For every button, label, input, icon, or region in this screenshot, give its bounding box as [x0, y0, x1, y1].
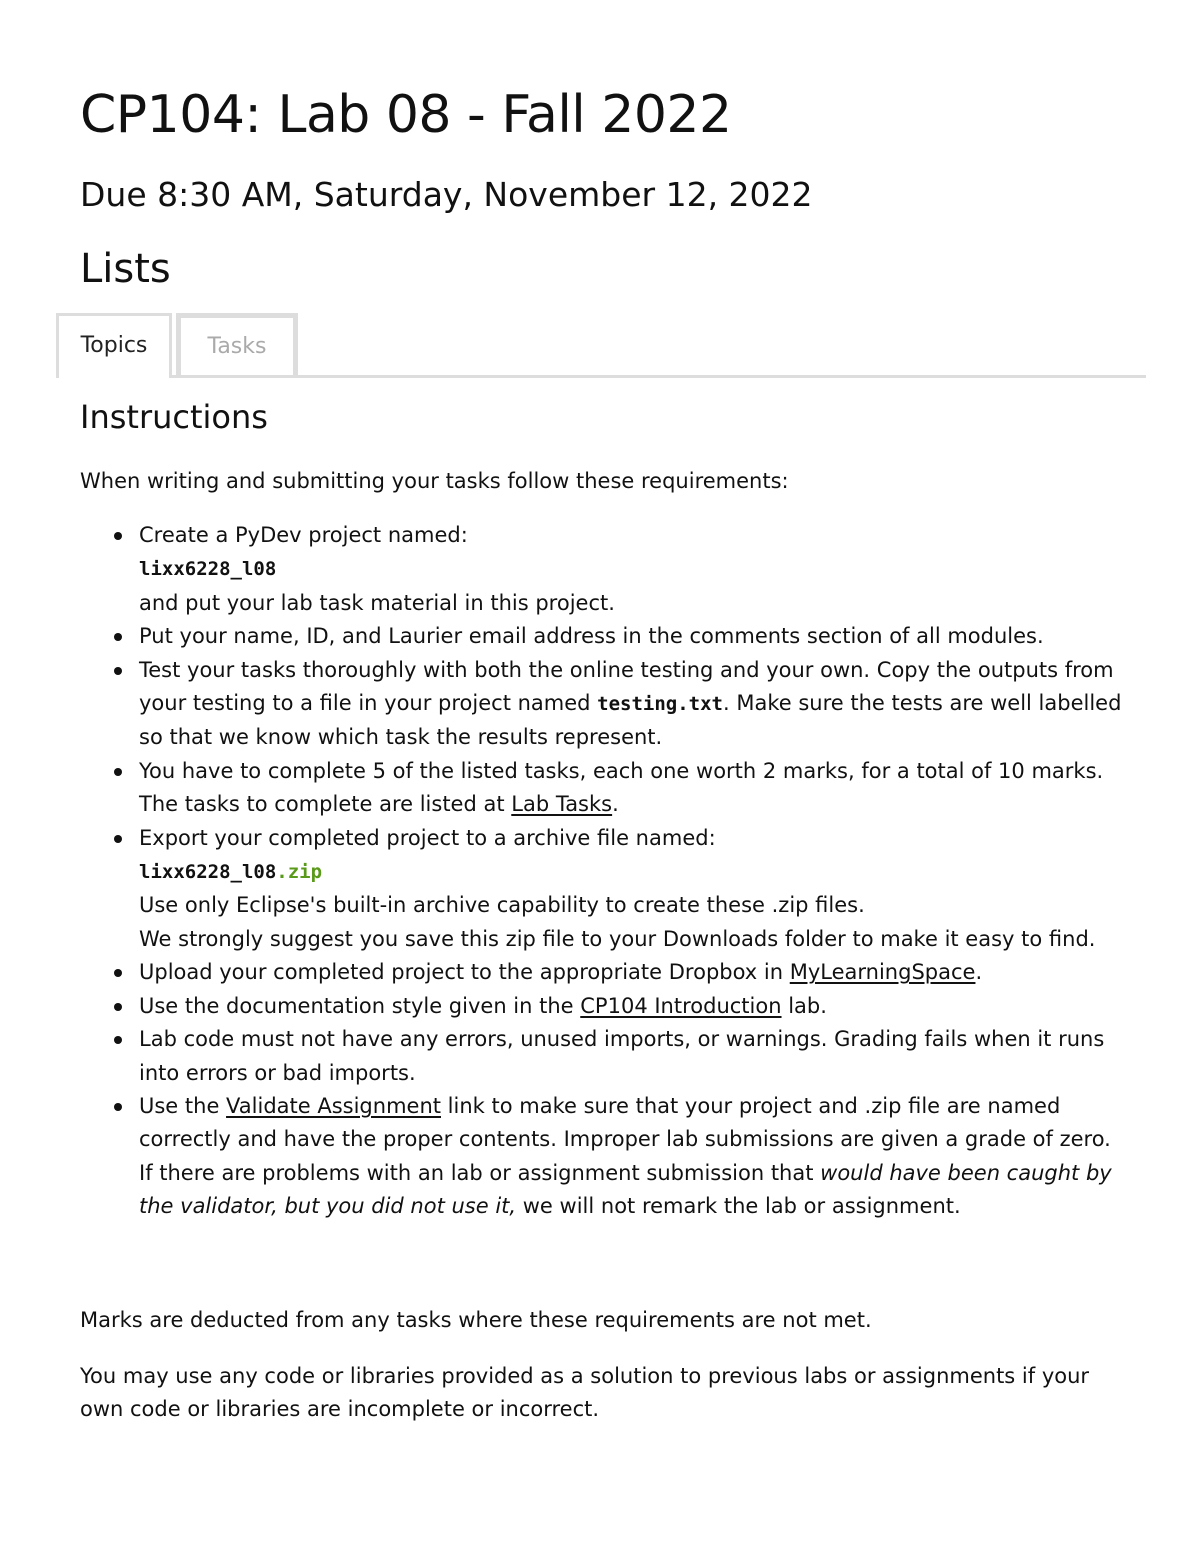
bullet-icon — [114, 969, 122, 977]
page-title: CP104: Lab 08 - Fall 2022 — [80, 85, 732, 145]
requirements-list — [80, 519, 1130, 1224]
marks-note: Marks are deducted from any tasks where these requirements are not met. — [80, 1308, 872, 1332]
list-item-text: You have to complete 5 of the listed tasks, each one worth 2 marks, for a total of 10 marks. The tasks to complete are listed at — [139, 758, 1104, 817]
list-item-text: we will not remark the lab or assignment. — [516, 1194, 961, 1219]
validate-assignment-link[interactable]: Validate Assignment — [226, 1093, 441, 1118]
bullet-icon — [114, 1036, 122, 1044]
list-item — [80, 990, 1130, 1023]
tab-tasks[interactable]: Tasks — [176, 313, 298, 375]
list-item — [80, 1023, 1130, 1090]
list-item-text: Use the documentation style given in the — [139, 993, 581, 1018]
list-item — [80, 654, 1130, 755]
list-item-text: lab. — [781, 993, 827, 1018]
instructions-heading: Instructions — [80, 398, 268, 436]
bullet-icon — [114, 1003, 122, 1011]
list-item-text: link to make sure that your project and .zip file are named correctly and have the proper contents. Improper lab submissions are given a grade of zero. If there are problems with an lab or assignment submission that — [139, 1093, 1111, 1185]
list-item — [80, 822, 1130, 957]
bullet-icon — [114, 633, 122, 641]
testing-file-name: testing.txt — [597, 693, 724, 716]
list-item-text: . Make sure the tests are well labelled so that we know which task the results represent. — [139, 691, 1122, 750]
cp104-introduction-link[interactable]: CP104 Introduction — [580, 993, 782, 1018]
archive-name: lixx6228_l08 — [139, 861, 277, 884]
list-item — [80, 519, 1130, 620]
bullet-icon — [114, 768, 122, 776]
list-item-text: Lab code must not have any errors, unused imports, or warnings. Grading fails when it runs into errors or bad imports. — [139, 1027, 1105, 1085]
list-item — [80, 1090, 1130, 1224]
lab-tasks-link[interactable]: Lab Tasks — [511, 792, 613, 817]
list-item-text: Upload your completed project to the appropriate Dropbox in — [139, 960, 790, 985]
bullet-icon — [114, 835, 122, 843]
due-date: Due 8:30 AM, Saturday, November 12, 2022 — [80, 175, 813, 214]
list-item — [80, 755, 1130, 822]
tab-bar — [56, 313, 1146, 378]
list-item-text: We strongly suggest you save this zip file to your Downloads folder to make it easy to find. — [139, 926, 1096, 951]
reuse-note: You may use any code or libraries provided as a solution to previous labs or assignments if your own code or libraries are incomplete or incorrect. — [80, 1364, 1090, 1422]
list-item-text: Export your completed project to a archive file named: — [139, 825, 716, 850]
archive-extension: .zip — [276, 861, 323, 884]
topic-heading: Lists — [80, 246, 171, 292]
list-item-text: . — [975, 960, 983, 985]
instructions-intro: When writing and submitting your tasks follow these requirements: — [80, 469, 789, 493]
list-item-text: Put your name, ID, and Laurier email address in the comments section of all modules. — [139, 624, 1044, 649]
mylearningspace-link[interactable]: MyLearningSpace — [789, 960, 976, 985]
bullet-icon — [114, 667, 122, 675]
project-name: lixx6228_l08 — [139, 558, 277, 581]
tab-topics[interactable]: Topics — [56, 313, 172, 378]
list-item — [80, 620, 1130, 653]
list-item — [80, 956, 1130, 989]
list-item-text: Use only Eclipse's built-in archive capability to create these .zip files. — [139, 893, 865, 918]
list-item-text: Test your tasks thoroughly with both the online testing and your own. Copy the outputs from your testing to a file in your project named — [139, 657, 1114, 716]
list-item-text: Create a PyDev project named: — [139, 523, 468, 547]
bullet-icon — [114, 1103, 122, 1111]
list-item-text: Use the — [139, 1093, 227, 1118]
list-item-text: . — [612, 792, 619, 817]
list-item-text: and put your lab task material in this project. — [139, 590, 615, 615]
bullet-icon — [114, 532, 122, 540]
validator-emphasis: would have been caught by the validator, but you did not use it, — [139, 1160, 1112, 1219]
